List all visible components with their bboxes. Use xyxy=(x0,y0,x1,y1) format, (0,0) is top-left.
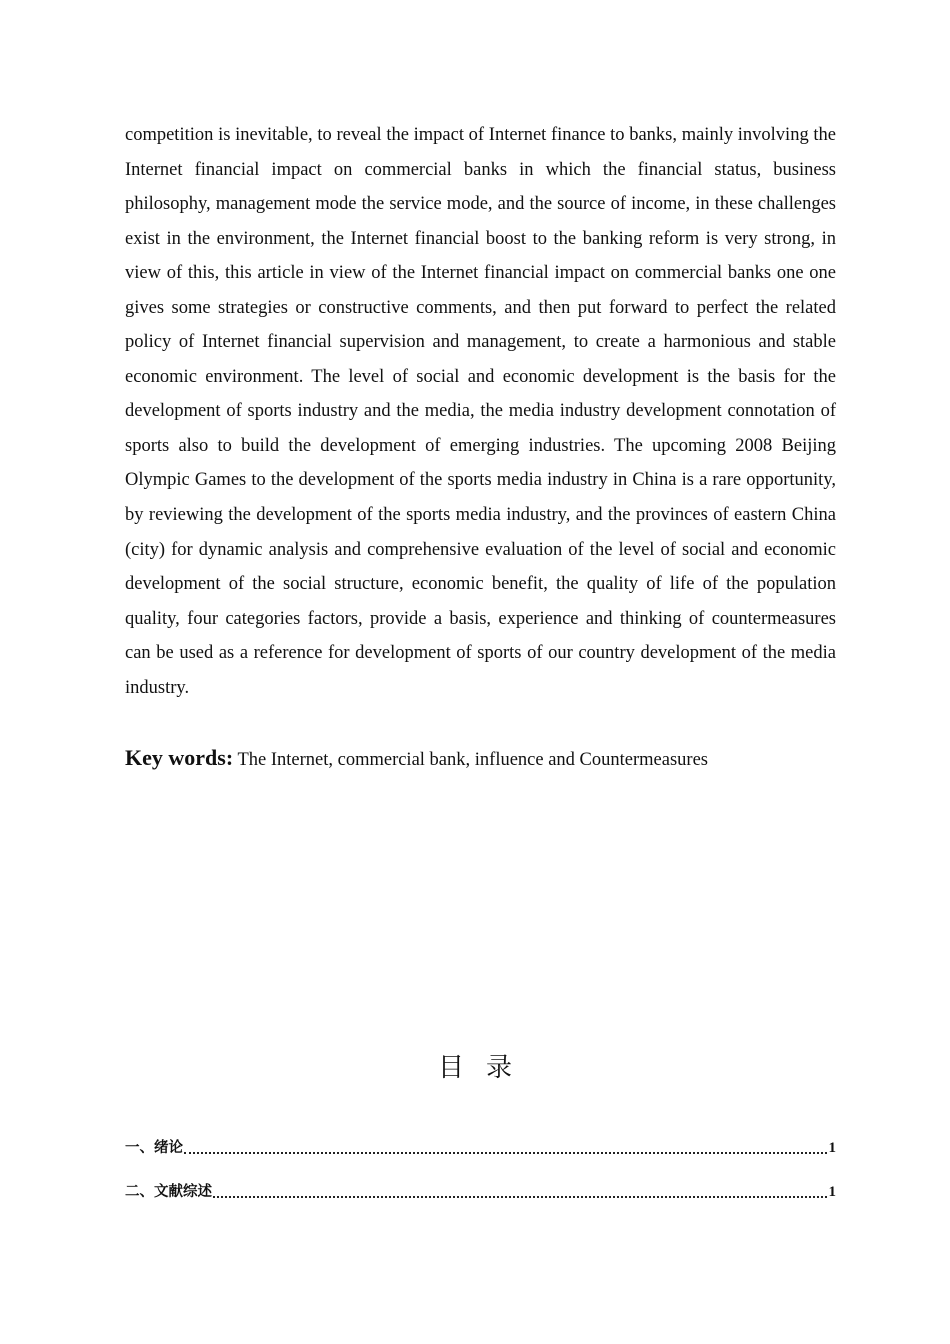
toc-list xyxy=(125,1134,836,1222)
toc-entry-page-number: 1 xyxy=(828,1140,836,1156)
keywords-label: Key words: xyxy=(125,745,234,770)
abstract-paragraph: competition is inevitable, to reveal the impact of Internet finance to banks, mainly involving the Internet financial impact on commercial banks in which the financial status, business philosophy, management mode the service mode, and the source of income, in these challenges exist in the environment, the Internet financial boost to the banking reform is very strong, in view of this, this article in view of the Internet financial impact on commercial banks one one gives some strategies or constructive comments, and then put forward to perfect the related policy of Internet financial supervision and management, to create a harmonious and stable economic environment. The level of social and economic development is the basis for the development of sports industry and the media, the media industry development connotation of sports also to build the development of emerging industries. The upcoming 2008 Beijing Olympic Games to the development of the sports media industry in China is a rare opportunity, by reviewing the development of the sports media industry, and the provinces of eastern China (city) for dynamic analysis and comprehensive evaluation of the level of social and economic development of the social structure, economic benefit, the quality of life of the population quality, four categories factors, provide a basis, experience and thinking of countermeasures can be used as a reference for development of sports of our country development of the media industry. xyxy=(125,125,836,698)
keywords-value: The Internet, commercial bank, influence and Countermeasures xyxy=(237,750,708,770)
toc-entry-literature-review[interactable] xyxy=(125,1178,836,1206)
toc-title xyxy=(0,1048,950,1088)
toc-title-char-1: 目 xyxy=(437,1053,464,1083)
toc-title-char-2: 录 xyxy=(486,1053,513,1083)
toc-entry-label: 一、绪论 xyxy=(125,1140,183,1156)
toc-dot-leader xyxy=(184,1152,827,1154)
toc-entry-page-number: 1 xyxy=(828,1184,836,1200)
toc-dot-leader xyxy=(213,1196,827,1198)
toc-entry-label: 二、文献综述 xyxy=(125,1184,212,1200)
keywords-line xyxy=(125,741,836,777)
toc-entry-introduction[interactable] xyxy=(125,1134,836,1162)
